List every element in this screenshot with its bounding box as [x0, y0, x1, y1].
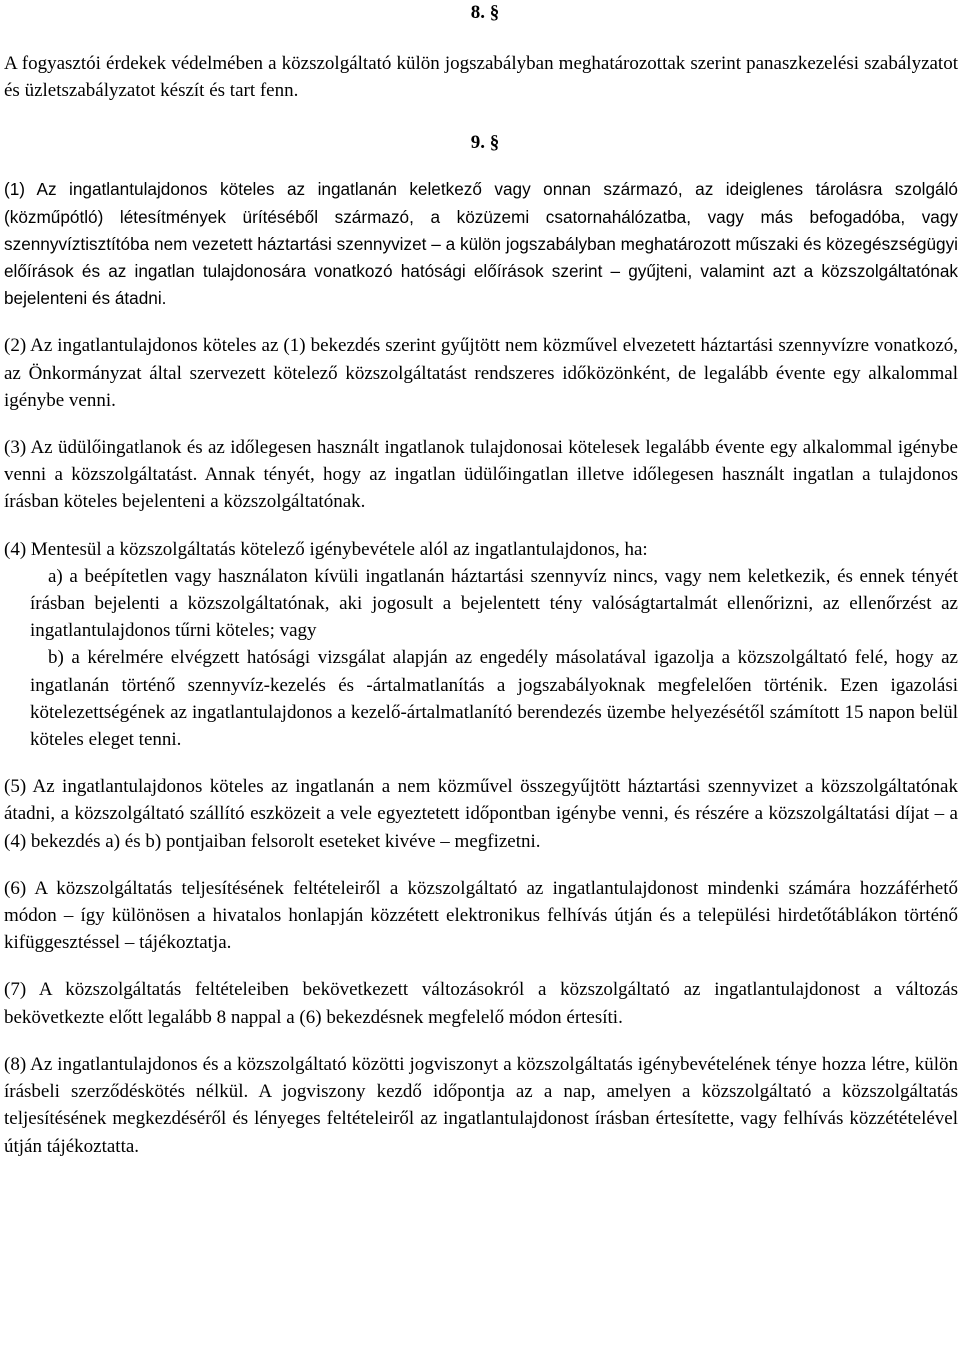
section-9-paragraph-6: (6) A közszolgáltatás teljesítésének feltételeiről a közszolgáltató az ingatlantulajdonost mindenki számára hozzáférhető módon – így különösen a hivatalos honlapján közzétett elektronikus felhívás útján és a települési hirdetőtáblákon történő kifüggesztéssel – tájékoztatja.	[4, 877, 958, 954]
section-9-paragraph-5: (5) Az ingatlantulajdonos köteles az ingatlanán a nem közművel összegyűjtött háztartási szennyvizet a közszolgáltatónak átadni, a közszolgáltató szállító eszközeit a vele egyeztetett időpontban igénybe venni, és részére a közszolgáltatási díjat – a (4) bekezdés a) és b) pontjaiban felsorolt eseteket kivéve – megfizetni.	[4, 776, 958, 852]
section-9-paragraph-4: (4) Mentesül a közszolgáltatás kötelező igénybevétele alól az ingatlantulajdonos, ha:	[4, 538, 648, 560]
document-page	[4, 0, 958, 1160]
section-8-text: A fogyasztói érdekek védelmében a közszolgáltató külön jogszabályban meghatározottak szerint panaszkezelési szabályzatot és üzletszabályzatot készít és tart fenn.	[4, 53, 958, 102]
section-9-paragraph-4-point-b: b) a kérelmére elvégzett hatósági vizsgálat alapján az engedély másolatával igazolja a közszolgáltató felé, hogy az ingatlanán történő szennyvíz-kezelés és -ártalmatlanítás a jogszabályoknak megfelelően történik. Ezen igazolási kötelezettségének az ingatlantulajdonos a kezelő-ártalmatlanító berendezés üzembe helyezésétől számított 15 napon belül köteles eleget tenni.	[30, 647, 958, 751]
section-9-paragraph-1: (1) Az ingatlantulajdonos köteles az ingatlanán keletkező vagy onnan származó, az ideiglenes tárolásra szolgáló (közműpótló) létesítmények ürítéséből származó, a közüzemi csatornahálózatba, vagy más befogadóba, vagy szennyvíztisztítóba nem vezetett háztartási szennyvizet – a külön jogszabályban meghatározott műszaki és közegészségügyi előírások és az ingatlan tulajdonosára vonatkozó hatósági előírások szerint – gyűjteni, valamint azt a közszolgáltatónak bejelenteni és átadni.	[4, 179, 958, 309]
section-9-paragraph-4-point-a: a) a beépítetlen vagy használaton kívüli ingatlanán háztartási szennyvíz nincs, vagy nem keletkezik, és ennek tényét írásban bejelenti a közszolgáltatónak, aki jogosult a bejelentett tény valóságtartalmát ellenőrizni, az ellenőrzést az ingatlantulajdonos tűrni köteles; vagy	[30, 565, 958, 642]
section-9-paragraph-8: (8) Az ingatlantulajdonos és a közszolgáltató közötti jogviszonyt a közszolgáltatás igénybevételének ténye hozza létre, külön írásbeli szerződéskötés nélkül. A jogviszony kezdő időpontja az a nap, amelyen a közszolgáltató a közszolgáltatás teljesítésének megkezdéséről és lényeges feltételeiről az ingatlantulajdonost írásban értesítette, vagy felhívás közzétételével útján tájékoztatta.	[4, 1053, 958, 1157]
section-9-heading: 9. §	[470, 132, 500, 154]
section-9-paragraph-7: (7) A közszolgáltatás feltételeiben bekövetkezett változásokról a közszolgáltató az ingatlantulajdonost a változás bekövetkezte előtt legalább 8 nappal a (6) bekezdésnek megfelelő módon értesíti.	[4, 979, 958, 1028]
section-9-paragraph-3: (3) Az üdülőingatlanok és az időlegesen használt ingatlanok tulajdonosai kötelesek legalább évente egy alkalommal igénybe venni a közszolgáltatást. Annak tényét, hogy az ingatlan üdülőingatlan illetve időlegesen használt ingatlan a tulajdonos írásban köteles bejelenteni a közszolgáltatónak.	[4, 437, 958, 513]
section-9-paragraph-2: (2) Az ingatlantulajdonos köteles az (1) bekezdés szerint gyűjtött nem közművel elvezetett háztartási szennyvízre vonatkozó, az Önkormányzat által szervezett kötelező közszolgáltatást rendszeres időközönként, de legalább évente egy alkalommal igénybe venni.	[4, 335, 958, 411]
section-8-heading: 8. §	[470, 2, 500, 23]
